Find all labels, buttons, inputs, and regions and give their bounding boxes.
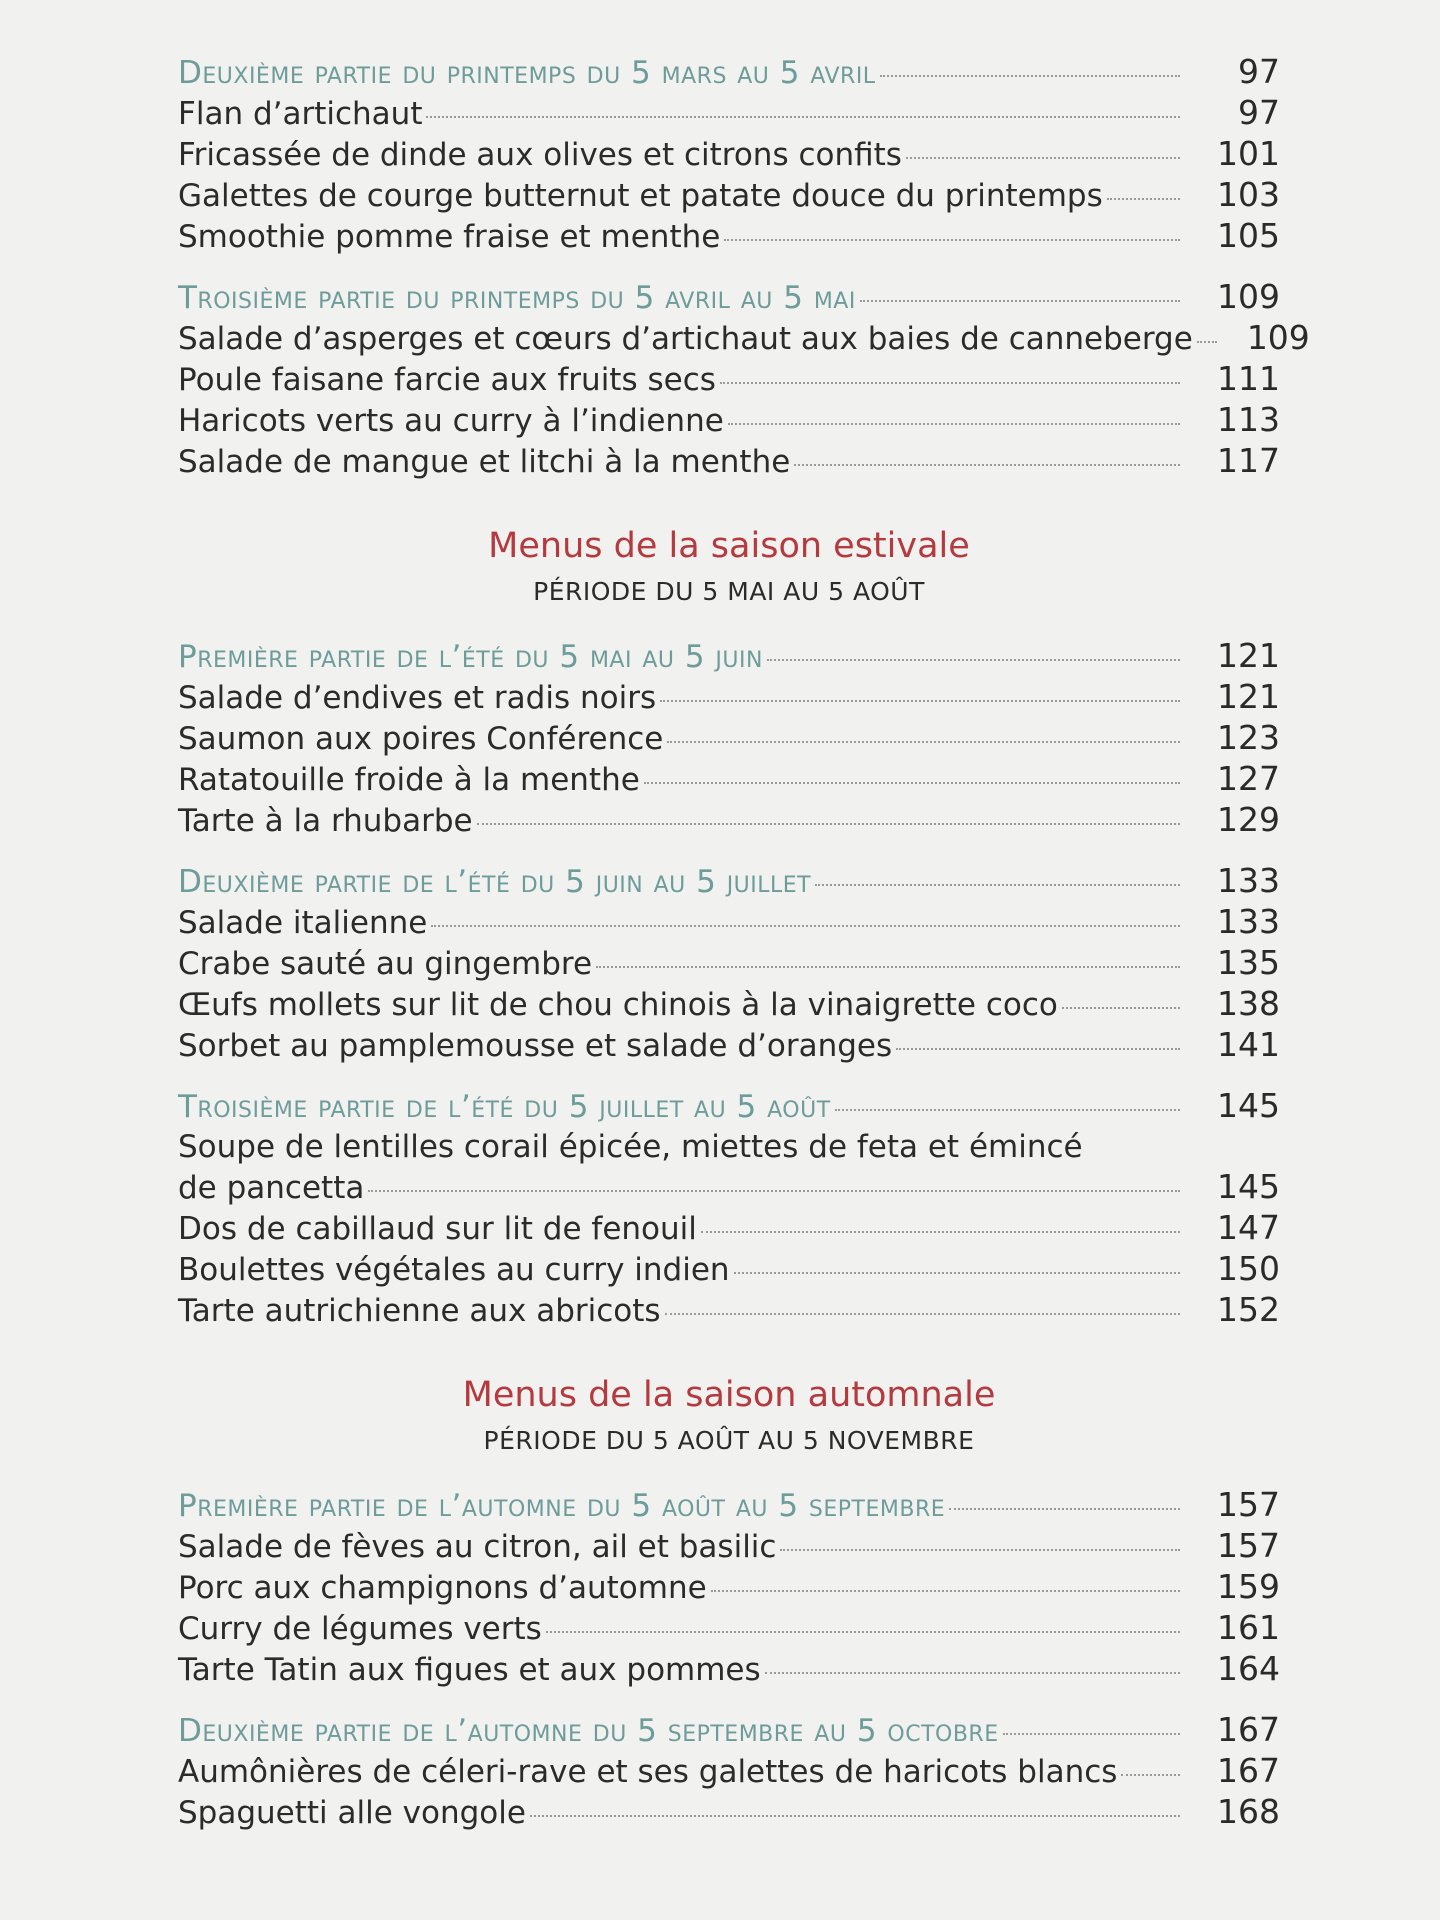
dot-leader	[701, 1231, 1180, 1233]
dot-leader	[530, 1815, 1180, 1817]
season-period: PÉRIODE DU 5 MAI AU 5 AOÛT	[533, 577, 925, 606]
page-number: 145	[1217, 1086, 1280, 1125]
toc-entry	[178, 1249, 1280, 1290]
toc-entry	[178, 359, 1280, 400]
toc-entry	[178, 902, 1280, 943]
page-number: 123	[1217, 718, 1280, 757]
page-number: 164	[1217, 1649, 1280, 1688]
toc-entry	[178, 318, 1310, 359]
toc-entry	[178, 400, 1280, 441]
dot-leader	[368, 1190, 1180, 1192]
season-title: Menus de la saison estivale	[488, 526, 970, 566]
toc-entry-label: Curry de légumes verts	[178, 1611, 542, 1647]
page-number: 157	[1217, 1485, 1280, 1524]
section-heading-label: Troisième partie de l’été du 5 juillet au 5 août	[178, 1089, 831, 1125]
dot-leader	[860, 300, 1180, 302]
dot-leader	[720, 382, 1180, 384]
page-number: 141	[1217, 1025, 1280, 1064]
dot-leader	[546, 1631, 1180, 1633]
dot-leader	[1003, 1733, 1180, 1735]
dot-leader	[477, 823, 1180, 825]
section-heading-label: Deuxième partie de l’automne du 5 septembre au 5 octobre	[178, 1713, 999, 1749]
dot-leader	[835, 1109, 1180, 1111]
section-heading-label: Deuxième partie du printemps du 5 mars au 5 avril	[178, 55, 876, 91]
page-number: 103	[1217, 175, 1280, 214]
dot-leader	[949, 1508, 1180, 1510]
toc-entry	[178, 1567, 1280, 1608]
page-number: 138	[1217, 984, 1280, 1023]
section-heading	[178, 1086, 1280, 1127]
toc-entry-label-line1: Soupe de lentilles corail épicée, miettes de feta et émincé	[178, 1129, 1083, 1165]
page-number: 147	[1217, 1208, 1280, 1247]
toc-entry-line2	[178, 1167, 1280, 1208]
dot-leader	[794, 464, 1180, 466]
section-heading-label: Première partie de l’automne du 5 août au 5 septembre	[178, 1488, 946, 1524]
toc-entry	[178, 1649, 1280, 1690]
page-number: 97	[1238, 93, 1280, 132]
page-number: 159	[1217, 1567, 1280, 1606]
page-number: 101	[1217, 134, 1280, 173]
toc-entry-label: Galettes de courge butternut et patate douce du printemps	[178, 178, 1103, 214]
toc-entry	[178, 718, 1280, 759]
page-number: 161	[1217, 1608, 1280, 1647]
page-number: 133	[1217, 902, 1280, 941]
page-number: 150	[1217, 1249, 1280, 1288]
toc-entry-label: Sorbet au pamplemousse et salade d’oranges	[178, 1028, 893, 1064]
section-heading	[178, 861, 1280, 902]
page-number: 135	[1217, 943, 1280, 982]
section-heading	[178, 1710, 1280, 1751]
toc-entry	[178, 1208, 1280, 1249]
toc-entry-label: Crabe sauté au gingembre	[178, 946, 593, 982]
page-number: 97	[1238, 52, 1280, 91]
toc-entry	[178, 441, 1280, 482]
toc-entry-label: Salade italienne	[178, 905, 428, 941]
page-number: 111	[1217, 359, 1280, 398]
page-number: 113	[1217, 400, 1280, 439]
dot-leader	[906, 157, 1180, 159]
dot-leader	[1197, 341, 1217, 343]
toc-entry-label: Smoothie pomme fraise et menthe	[178, 219, 721, 255]
toc-entry-label: Aumônières de céleri-rave et ses galettes de haricots blancs	[178, 1754, 1118, 1790]
toc-entry-label: Tarte à la rhubarbe	[178, 803, 473, 839]
toc-entry-label: Spaguetti alle vongole	[178, 1795, 526, 1831]
dot-leader	[667, 741, 1180, 743]
toc-entry	[178, 800, 1280, 841]
season-header	[178, 522, 1280, 610]
toc-entry-label: Salade d’asperges et cœurs d’artichaut aux baies de canneberge	[178, 321, 1193, 357]
toc-entry-label: Salade de fèves au citron, ail et basilic	[178, 1529, 777, 1565]
dot-leader	[660, 700, 1180, 702]
page-number: 129	[1217, 800, 1280, 839]
page-number: 109	[1246, 318, 1310, 357]
dot-leader	[724, 239, 1180, 241]
dot-leader	[711, 1590, 1180, 1592]
dot-leader	[728, 423, 1180, 425]
toc-entry	[178, 134, 1280, 175]
dot-leader	[896, 1048, 1180, 1050]
toc-entry-label: Salade d’endives et radis noirs	[178, 680, 657, 716]
toc-entry	[178, 1127, 1280, 1208]
section-heading	[178, 52, 1280, 93]
toc-entry	[178, 677, 1280, 718]
dot-leader	[780, 1549, 1180, 1551]
dot-leader	[765, 1672, 1180, 1674]
page-number: 167	[1217, 1710, 1280, 1749]
section-heading-label: Première partie de l’été du 5 mai au 5 juin	[178, 639, 763, 675]
toc-entry-label: Ratatouille froide à la menthe	[178, 762, 640, 798]
toc-entry-label: Dos de cabillaud sur lit de fenouil	[178, 1211, 697, 1247]
toc-entry	[178, 943, 1280, 984]
page-number: 145	[1217, 1167, 1280, 1206]
toc-entry	[178, 216, 1280, 257]
toc-entry-label: Porc aux champignons d’automne	[178, 1570, 707, 1606]
toc-entry	[178, 1751, 1280, 1792]
section-heading	[178, 277, 1280, 318]
page-number: 167	[1217, 1751, 1280, 1790]
toc-entry-label-line2: de pancetta	[178, 1170, 365, 1206]
dot-leader	[431, 925, 1180, 927]
section-heading	[178, 636, 1280, 677]
page-number: 157	[1217, 1526, 1280, 1565]
page-number: 109	[1217, 277, 1280, 316]
toc-entry	[178, 93, 1280, 134]
toc-entry-label: Fricassée de dinde aux olives et citrons confits	[178, 137, 902, 173]
season-header	[178, 1371, 1280, 1459]
toc-entry	[178, 984, 1280, 1025]
page-number: 121	[1217, 636, 1280, 675]
toc-entry-label: Œufs mollets sur lit de chou chinois à la vinaigrette coco	[178, 987, 1058, 1023]
page-number: 121	[1217, 677, 1280, 716]
page-number: 105	[1217, 216, 1280, 255]
toc-entry	[178, 1526, 1280, 1567]
toc-entry	[178, 1025, 1280, 1066]
toc-entry-label: Salade de mangue et litchi à la menthe	[178, 444, 791, 480]
dot-leader	[1107, 198, 1180, 200]
toc-entry	[178, 1290, 1280, 1331]
toc-entry	[178, 175, 1280, 216]
page-number: 133	[1217, 861, 1280, 900]
toc-entry	[178, 1792, 1280, 1833]
dot-leader	[815, 884, 1180, 886]
dot-leader	[426, 116, 1180, 118]
dot-leader	[880, 75, 1180, 77]
toc-entry-label: Tarte Tatin aux figues et aux pommes	[178, 1652, 761, 1688]
toc-entry-label: Poule faisane farcie aux fruits secs	[178, 362, 716, 398]
toc-entry-label: Haricots verts au curry à l’indienne	[178, 403, 724, 439]
section-heading-label: Deuxième partie de l’été du 5 juin au 5 juillet	[178, 864, 812, 900]
page-number: 152	[1217, 1290, 1280, 1329]
dot-leader	[767, 659, 1180, 661]
dot-leader	[596, 966, 1180, 968]
toc-entry-label: Tarte autrichienne aux abricots	[178, 1293, 661, 1329]
dot-leader	[644, 782, 1180, 784]
toc-entry-label: Boulettes végétales au curry indien	[178, 1252, 730, 1288]
dot-leader	[665, 1313, 1180, 1315]
toc-entry	[178, 759, 1280, 800]
page-number: 117	[1217, 441, 1280, 480]
dot-leader	[734, 1272, 1180, 1274]
toc-entry-label: Saumon aux poires Conférence	[178, 721, 664, 757]
toc-entry-label: Flan d’artichaut	[178, 96, 423, 132]
page-number: 127	[1217, 759, 1280, 798]
season-period: PÉRIODE DU 5 AOÛT AU 5 NOVEMBRE	[483, 1426, 975, 1455]
section-heading	[178, 1485, 1280, 1526]
toc-entry	[178, 1608, 1280, 1649]
dot-leader	[1121, 1774, 1180, 1776]
season-title: Menus de la saison automnale	[462, 1375, 996, 1415]
section-heading-label: Troisième partie du printemps du 5 avril au 5 mai	[178, 280, 856, 316]
dot-leader	[1062, 1007, 1180, 1009]
page-number: 168	[1217, 1792, 1280, 1831]
